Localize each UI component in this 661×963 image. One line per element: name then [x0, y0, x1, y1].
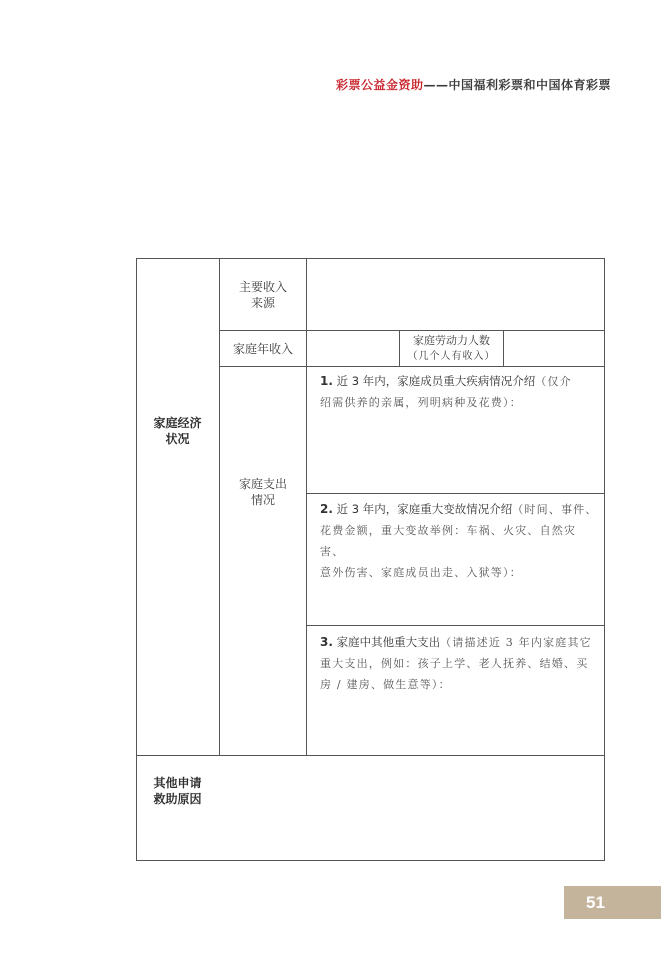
section-family-economy-line2: 状况 — [165, 431, 190, 446]
section-family-economy — [136, 258, 219, 603]
annual-income-text: 家庭年收入 — [232, 341, 293, 356]
label-annual-income — [220, 331, 306, 366]
item2-detail-2: 花费金额，重大变故举例：车祸、火灾、自然灾害、 — [320, 524, 577, 558]
header-dash: —— — [423, 78, 449, 92]
section-family-economy-line1: 家庭经济 — [153, 415, 202, 430]
item3-number: 3. — [320, 635, 333, 649]
main-income-line2: 来源 — [250, 296, 275, 310]
running-header — [336, 76, 611, 93]
item3-lead: 家庭中其他重大支出 — [332, 635, 441, 649]
page-number: 51 — [586, 892, 605, 912]
expense-line1: 家庭支出 — [238, 477, 287, 491]
item2-detail-3: 意外伤害、家庭成员出走、入狱等）： — [320, 566, 522, 579]
page-number-tab — [564, 886, 661, 919]
header-rest: 中国福利彩票和中国体育彩票 — [448, 78, 611, 92]
item3-detail-2: 重大支出，例如：孩子上学、老人抚养、结婚、买 — [320, 657, 589, 670]
label-expense-situation — [220, 476, 306, 546]
expense-item-2 — [320, 499, 598, 583]
expense-item-1 — [320, 371, 598, 413]
header-highlight: 彩票公益金资助 — [335, 78, 424, 92]
labor-count-text: 家庭劳动力人数 — [413, 334, 490, 347]
item2-number: 2. — [320, 502, 333, 516]
application-form-table — [136, 258, 605, 861]
labor-count-note: （几个人有收入） — [407, 351, 496, 362]
label-labor-count — [400, 331, 503, 366]
item1-detail-2: 绍需供养的亲属，列明病种及花费）： — [320, 396, 522, 409]
expense-item-3 — [320, 632, 598, 695]
item3-detail-1: （请描述近 3 年内家庭其它 — [440, 636, 592, 649]
main-income-line1: 主要收入 — [238, 280, 287, 294]
item2-detail-1: （时间、事件、 — [512, 503, 598, 516]
item1-number: 1. — [320, 374, 333, 388]
other-reasons-line1: 其他申请 — [153, 776, 202, 790]
label-main-income-source — [220, 272, 306, 318]
expense-line2: 情况 — [250, 493, 275, 507]
item1-detail-1: （仅介 — [535, 375, 572, 388]
other-reasons-line2: 救助原因 — [153, 792, 202, 806]
item1-lead: 近 3 年内，家庭成员重大疾病情况介绍 — [332, 374, 536, 388]
item2-lead: 近 3 年内，家庭重大变故情况介绍 — [332, 502, 513, 516]
section-other-reasons — [136, 756, 219, 826]
item3-detail-3: 房 / 建房、做生意等）： — [320, 678, 451, 691]
